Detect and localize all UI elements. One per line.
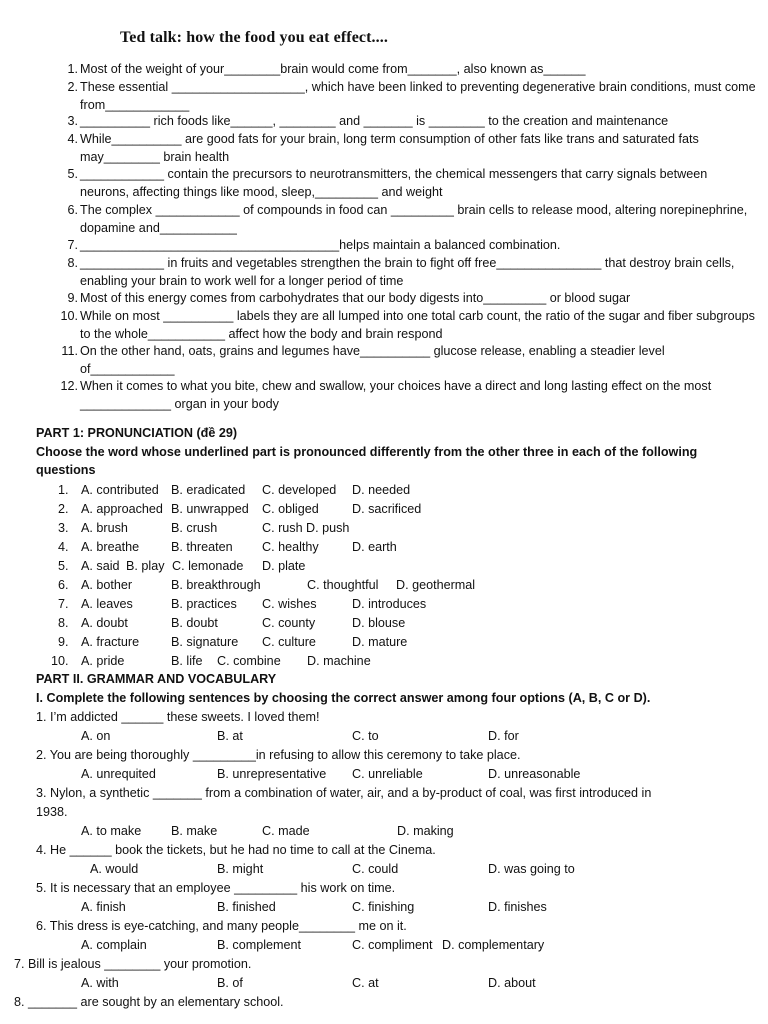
option-d: D. for: [488, 729, 519, 743]
option-b: B. of: [217, 976, 243, 990]
pron-option-b: B. eradicated: [171, 483, 246, 497]
pron-num: 6.: [58, 578, 69, 592]
pron-num: 7.: [58, 597, 69, 611]
pron-option-b: B. threaten: [171, 540, 233, 554]
option-c: C. unreliable: [352, 767, 423, 781]
option-c: C. at: [352, 976, 379, 990]
pron-option-b: B. unwrapped: [171, 502, 249, 516]
pron-option-b: B. signature: [171, 635, 239, 649]
grammar-question-7: 7. Bill is jealous ________ your promotion.: [14, 957, 252, 971]
option-b: B. complement: [217, 938, 301, 952]
pron-option-c: C. obliged: [262, 502, 319, 516]
option-d: D. unreasonable: [488, 767, 581, 781]
part2-heading: PART II. GRAMMAR AND VOCABULARY: [36, 672, 277, 686]
pron-option-a: A. leaves: [81, 597, 133, 611]
option-d: D. finishes: [488, 900, 547, 914]
part1-heading: PART 1: PRONUNCIATION (đề 29): [36, 426, 238, 440]
pron-option-a: A. pride: [81, 654, 125, 668]
pron-option-d: D. geothermal: [396, 578, 476, 592]
pron-option-d: D. plate: [262, 559, 306, 573]
pron-option-b: B. play: [126, 559, 165, 573]
option-a: A. finish: [81, 900, 126, 914]
pron-option-c: C. wishes: [262, 597, 317, 611]
grammar-question-2: 2. You are being thoroughly _________in refusing to allow this ceremony to take place.: [36, 748, 521, 762]
option-a: A. complain: [81, 938, 147, 952]
pron-option-d: D. earth: [352, 540, 397, 554]
pron-option-a: A. approached: [81, 502, 163, 516]
grammar-question-1: 1. I’m addicted ______ these sweets. I loved them!: [36, 710, 320, 724]
pron-option-c: C. developed: [262, 483, 337, 497]
pron-option-a: A. brush: [81, 521, 128, 535]
pron-option-a: A. bother: [81, 578, 133, 592]
option-c: C. finishing: [352, 900, 415, 914]
option-a: A. would: [90, 862, 139, 876]
option-c: C. made: [262, 824, 310, 838]
option-a: A. with: [81, 976, 119, 990]
option-b: B. unrepresentative: [217, 767, 327, 781]
pron-option-c: C. culture: [262, 635, 316, 649]
option-d: D. was going to: [488, 862, 575, 876]
pron-option-c: C. healthy: [262, 540, 319, 554]
pron-option-b: B. crush: [171, 521, 218, 535]
pron-option-a: A. breathe: [81, 540, 140, 554]
grammar-question-3-cont: 1938.: [36, 805, 68, 819]
pron-option-b: B. life: [171, 654, 203, 668]
grammar-question-5: 5. It is necessary that an employee _________ his work on time.: [36, 881, 396, 895]
pron-option-d: D. introduces: [352, 597, 427, 611]
pron-num: 10.: [51, 654, 69, 668]
pron-option-a: A. contributed: [81, 483, 159, 497]
pron-option-d: D. blouse: [352, 616, 406, 630]
pron-num: 8.: [58, 616, 69, 630]
pron-option-c: C. lemonade: [172, 559, 244, 573]
option-b: B. at: [217, 729, 243, 743]
worksheet-title: Ted talk: how the food you eat effect....: [120, 29, 388, 46]
part2-instruction: I. Complete the following sentences by choosing the correct answer among four options (A, B, C or D).: [36, 691, 651, 705]
option-a: A. to make: [81, 824, 142, 838]
option-b: B. might: [217, 862, 264, 876]
option-d: D. complementary: [442, 938, 545, 952]
pron-option-c: C. county: [262, 616, 316, 630]
pron-option-d: D. mature: [352, 635, 408, 649]
pron-num: 9.: [58, 635, 69, 649]
pron-option-c: C. thoughtful: [307, 578, 379, 592]
pron-option-a: A. fracture: [81, 635, 140, 649]
option-b: B. make: [171, 824, 218, 838]
pron-option-d: D. needed: [352, 483, 411, 497]
pron-num: 5.: [58, 559, 69, 573]
pron-option-d: D. sacrificed: [352, 502, 422, 516]
option-c: C. compliment: [352, 938, 433, 952]
option-b: B. finished: [217, 900, 276, 914]
pron-num: 3.: [58, 521, 69, 535]
part1-instruction-line2: questions: [36, 463, 96, 477]
pron-option-b: B. breakthrough: [171, 578, 261, 592]
pron-option-c: C. rush: [262, 521, 303, 535]
pron-option-d: D. push: [306, 521, 350, 535]
grammar-question-4: 4. He ______ book the tickets, but he had no time to call at the Cinema.: [36, 843, 436, 857]
pron-num: 4.: [58, 540, 69, 554]
grammar-question-3: 3. Nylon, a synthetic _______ from a combination of water, air, and a by-product of coal, was first introduced in: [36, 786, 652, 800]
option-c: C. could: [352, 862, 399, 876]
option-a: A. unrequited: [81, 767, 156, 781]
pron-option-b: B. practices: [171, 597, 237, 611]
pron-option-b: B. doubt: [171, 616, 218, 630]
grammar-question-8: 8. _______ are sought by an elementary school.: [14, 995, 284, 1009]
pron-option-a: A. doubt: [81, 616, 128, 630]
option-c: C. to: [352, 729, 379, 743]
pron-option-a: A. said: [81, 559, 120, 573]
pron-option-c: C. combine: [217, 654, 281, 668]
option-d: D. making: [397, 824, 454, 838]
option-d: D. about: [488, 976, 536, 990]
pron-num: 2.: [58, 502, 69, 516]
option-a: A. on: [81, 729, 111, 743]
pron-option-d: D. machine: [307, 654, 371, 668]
grammar-question-6: 6. This dress is eye-catching, and many people________ me on it.: [36, 919, 407, 933]
part1-instruction-line1: Choose the word whose underlined part is pronounced differently from the other three in each of the following: [36, 445, 698, 459]
pron-num: 1.: [58, 483, 69, 497]
